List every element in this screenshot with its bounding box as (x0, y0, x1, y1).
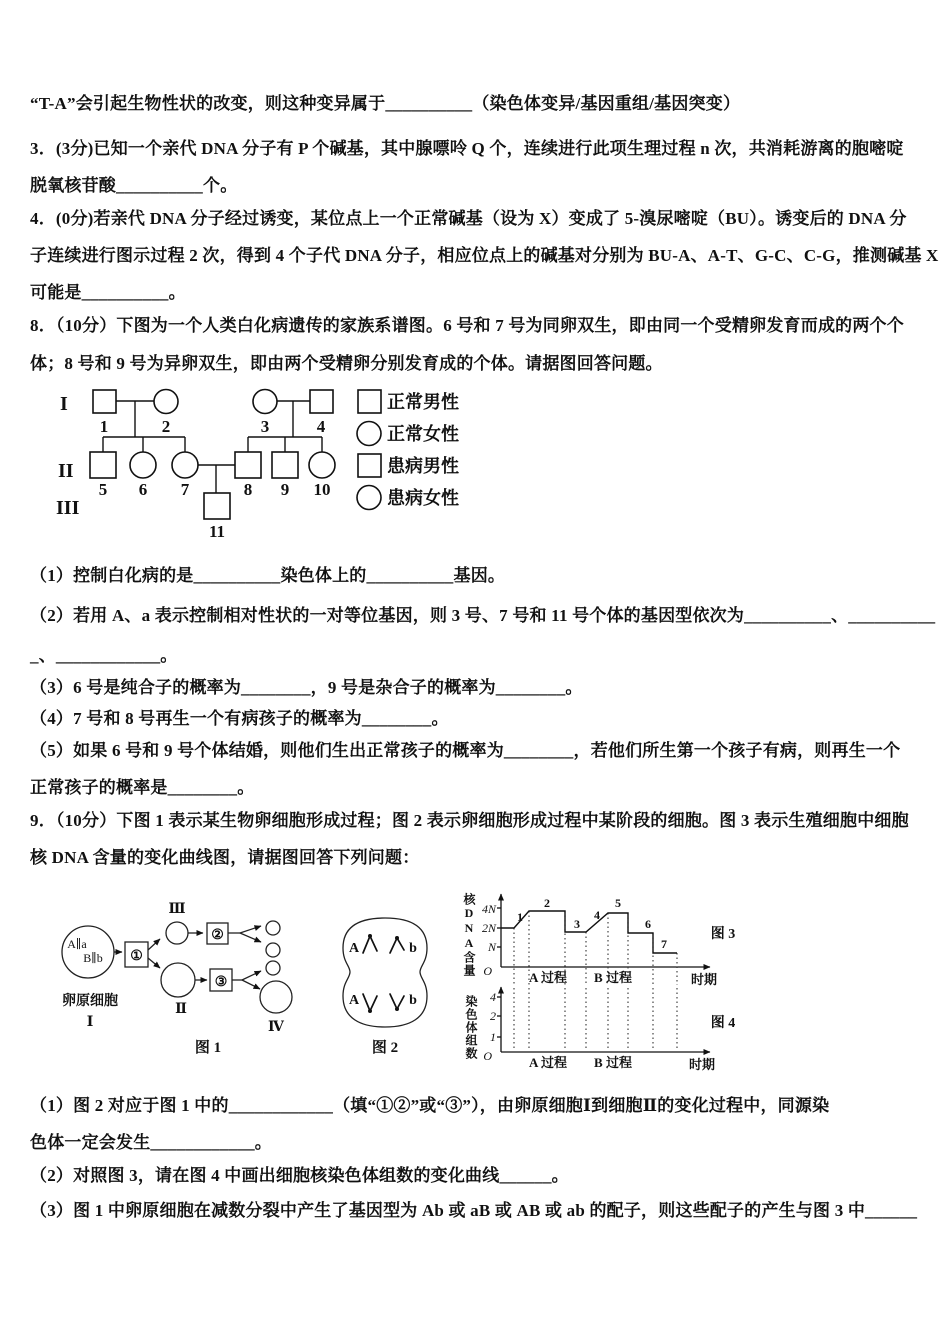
individual-7 (172, 452, 198, 478)
individual-number: 3 (260, 417, 270, 436)
individual-1 (93, 390, 116, 413)
text-line-18: （1）图 2 对应于图 1 中的____________（填“①②”或“③”），由卵原细胞Ⅰ到细胞Ⅱ的变化过程中，同源染 (30, 1096, 830, 1115)
text-line-16: 9．（10分）下图 1 表示某生物卵细胞形成过程；图 2 表示卵细胞形成过程中某阶段的细胞。图 3 表示生殖细胞中细胞 (30, 811, 909, 830)
fig4-ytick-4: 4 (490, 990, 496, 1004)
fig1-gene-pair-1: A∥a (67, 937, 87, 951)
individual-number: 1 (99, 417, 109, 436)
individual-11 (204, 493, 230, 519)
fig3-title: 图 3 (710, 927, 736, 942)
individual-number: 2 (161, 417, 171, 436)
fig1-caption: 图 1 (194, 1040, 222, 1056)
fig3-segment-label: 4 (594, 908, 600, 922)
text-line-17: 核 DNA 含量的变化曲线图，请据图回答下列问题： (30, 848, 420, 867)
legend-normal-male-symbol (358, 390, 381, 413)
fig2-label-b-top: b (409, 941, 417, 956)
fig1-egg-cell-IV (260, 981, 292, 1013)
fig1-step1-number: ① (130, 949, 143, 964)
fig3-ytick-N: N (487, 940, 496, 954)
fig4-phase-divider-lines (514, 988, 677, 1048)
individual-4 (310, 390, 333, 413)
fig1-secondary-cell-II (161, 963, 195, 997)
fig1-label-II: Ⅱ (175, 1002, 187, 1017)
text-line-9: （1）控制白化病的是__________染色体上的__________基因。 (30, 566, 506, 585)
fig3-dna-content-chart (482, 894, 735, 987)
fig1-step2-number: ② (211, 928, 224, 943)
individual-number: 9 (280, 480, 290, 499)
fig2-cell-outline (343, 918, 427, 1027)
fig3-xlabel: 时期 (690, 972, 718, 987)
text-line-4: 4．(0分)若亲代 DNA 分子经过诱变，某位点上一个正常碱基（设为 X）变成了 5-溴尿嘧啶（BU）。诱变后的 DNA 分 (30, 209, 907, 228)
fig1-label-I: Ⅰ (86, 1015, 94, 1030)
fig3-phase-B-label: B 过程 (594, 970, 632, 985)
fig4-ylabel: 染色体组数 (464, 995, 478, 1060)
fig2-label-b-bottom: b (409, 993, 417, 1008)
text-line-1: “T-A”会引起生物性状的改变，则这种变异属于__________（染色体变异/基因重组/基因突变） (30, 94, 741, 113)
generation-label-3: III (56, 497, 80, 519)
text-line-11: _、____________。 (30, 646, 178, 665)
fig2-label-A-top: A (348, 941, 360, 956)
fig1-polar-body-3 (266, 961, 280, 975)
fig4-chromosome-set-chart (483, 987, 735, 1072)
fig3-origin-label: O (483, 964, 492, 978)
fig3-segment-label: 2 (544, 896, 550, 910)
fig1-polar-body-2 (266, 943, 280, 957)
fig2-caption: 图 2 (371, 1040, 399, 1056)
legend-normal-male-label: 正常男性 (387, 392, 459, 412)
individual-number: 6 (138, 480, 148, 499)
fig3-ytick-2N: 2N (481, 921, 496, 935)
fig4-phase-B-label: B 过程 (594, 1055, 632, 1070)
legend-affected-female-label: 患病女性 (387, 488, 459, 508)
fig4-xlabel: 时期 (688, 1057, 716, 1072)
fig3-segment-label: 5 (615, 896, 621, 910)
individual-3 (253, 390, 277, 414)
fig1-step3-number: ③ (214, 975, 228, 990)
legend-affected-female-symbol (357, 486, 381, 510)
figures-panel (30, 880, 740, 1075)
individual-6 (130, 452, 156, 478)
fig4-title: 图 4 (710, 1016, 736, 1031)
fig3-segment-label: 6 (645, 917, 651, 931)
text-line-8: 体；8 号和 9 号为异卵双生，即由两个受精卵分别发育成的个体。请据图回答问题。 (30, 354, 663, 373)
individual-number: 5 (98, 480, 108, 499)
text-line-2: 3．(3分)已知一个亲代 DNA 分子有 P 个碱基，其中腺嘌呤 Q 个，连续进行此项生理过程 n 次，共消耗游离的胞嘧啶 (30, 139, 904, 158)
legend-normal-female-symbol (357, 422, 381, 446)
text-line-19: 色体一定会发生____________。 (30, 1133, 272, 1152)
fig2-label-A-bottom: A (348, 993, 360, 1008)
fig3-ytick-4N: 4N (481, 902, 496, 916)
individual-8 (235, 452, 261, 478)
legend-normal-female-label: 正常女性 (387, 424, 459, 444)
generation-label-1: I (60, 393, 68, 415)
text-line-21: （3）图 1 中卵原细胞在减数分裂中产生了基因型为 Ab 或 aB 或 AB 或 ab 的配子，则这些配子的产生与图 3 中______ (30, 1201, 918, 1220)
text-line-6: 可能是__________。 (30, 283, 186, 302)
fig1-gene-pair-2: B∥b (83, 951, 103, 965)
text-line-7: 8．（10分）下图为一个人类白化病遗传的家族系谱图。6 号和 7 号为同卵双生，即由同一个受精卵发育而成的两个个 (30, 316, 904, 335)
individual-number: 11 (208, 522, 226, 541)
individual-number: 8 (243, 480, 253, 499)
text-line-20: （2）对照图 3，请在图 4 中画出细胞核染色体组数的变化曲线______。 (30, 1166, 569, 1185)
pedigree-legend (357, 390, 459, 510)
fig1-label-III: Ⅲ (168, 902, 186, 917)
legend-affected-male-label: 患病男性 (387, 456, 459, 476)
fig1-polar-body-1 (266, 921, 280, 935)
fig4-origin-label: O (483, 1049, 492, 1063)
pedigree-figure (50, 385, 490, 550)
fig4-phase-A-label: A 过程 (529, 1055, 567, 1070)
fig3-segment-label: 7 (661, 937, 667, 951)
individual-10 (309, 452, 335, 478)
fig3-phase-A-label: A 过程 (529, 970, 567, 985)
individual-number: 10 (313, 480, 331, 499)
text-line-3: 脱氧核苷酸__________个。 (30, 176, 238, 195)
text-line-14: （5）如果 6 号和 9 号个体结婚，则他们生出正常孩子的概率为________，若他们所生第一个孩子有病，则再生一个 (30, 741, 901, 760)
generation-label-2: II (58, 460, 74, 482)
individual-2 (154, 390, 178, 414)
text-line-5: 子连续进行图示过程 2 次，得到 4 个子代 DNA 分子，相应位点上的碱基对分别为 BU-A、A-T、G-C、C-G，推测碱基 X (30, 246, 939, 265)
text-line-10: （2）若用 A、a 表示控制相对性状的一对等位基因，则 3 号、7 号和 11 号个体的基因型依次为__________、__________ (30, 606, 936, 625)
fig3-segment-label: 1 (517, 910, 523, 924)
text-line-12: （3）6 号是纯合子的概率为________，9 号是杂合子的概率为________。 (30, 678, 583, 697)
fig3-ylabel: 核DNA含量 (462, 893, 476, 977)
fig1-cell-name: 卵原细胞 (62, 994, 118, 1009)
legend-affected-male-symbol (358, 454, 381, 477)
individual-number: 7 (180, 480, 190, 499)
fig1-secondary-cell-III (166, 922, 188, 944)
text-line-15: 正常孩子的概率是________。 (30, 778, 255, 797)
fig1-label-IV: Ⅳ (268, 1020, 284, 1035)
fig2-dividing-cell-diagram (343, 918, 427, 1056)
individual-9 (272, 452, 298, 478)
fig3-segment-label: 3 (574, 917, 580, 931)
text-line-13: （4）7 号和 8 号再生一个有病孩子的概率为________。 (30, 709, 449, 728)
individual-5 (90, 452, 116, 478)
fig4-ytick-2: 2 (490, 1009, 496, 1023)
fig4-ytick-1: 1 (490, 1030, 496, 1044)
fig1-oogenesis-diagram (62, 902, 292, 1056)
individual-number: 4 (316, 417, 326, 436)
